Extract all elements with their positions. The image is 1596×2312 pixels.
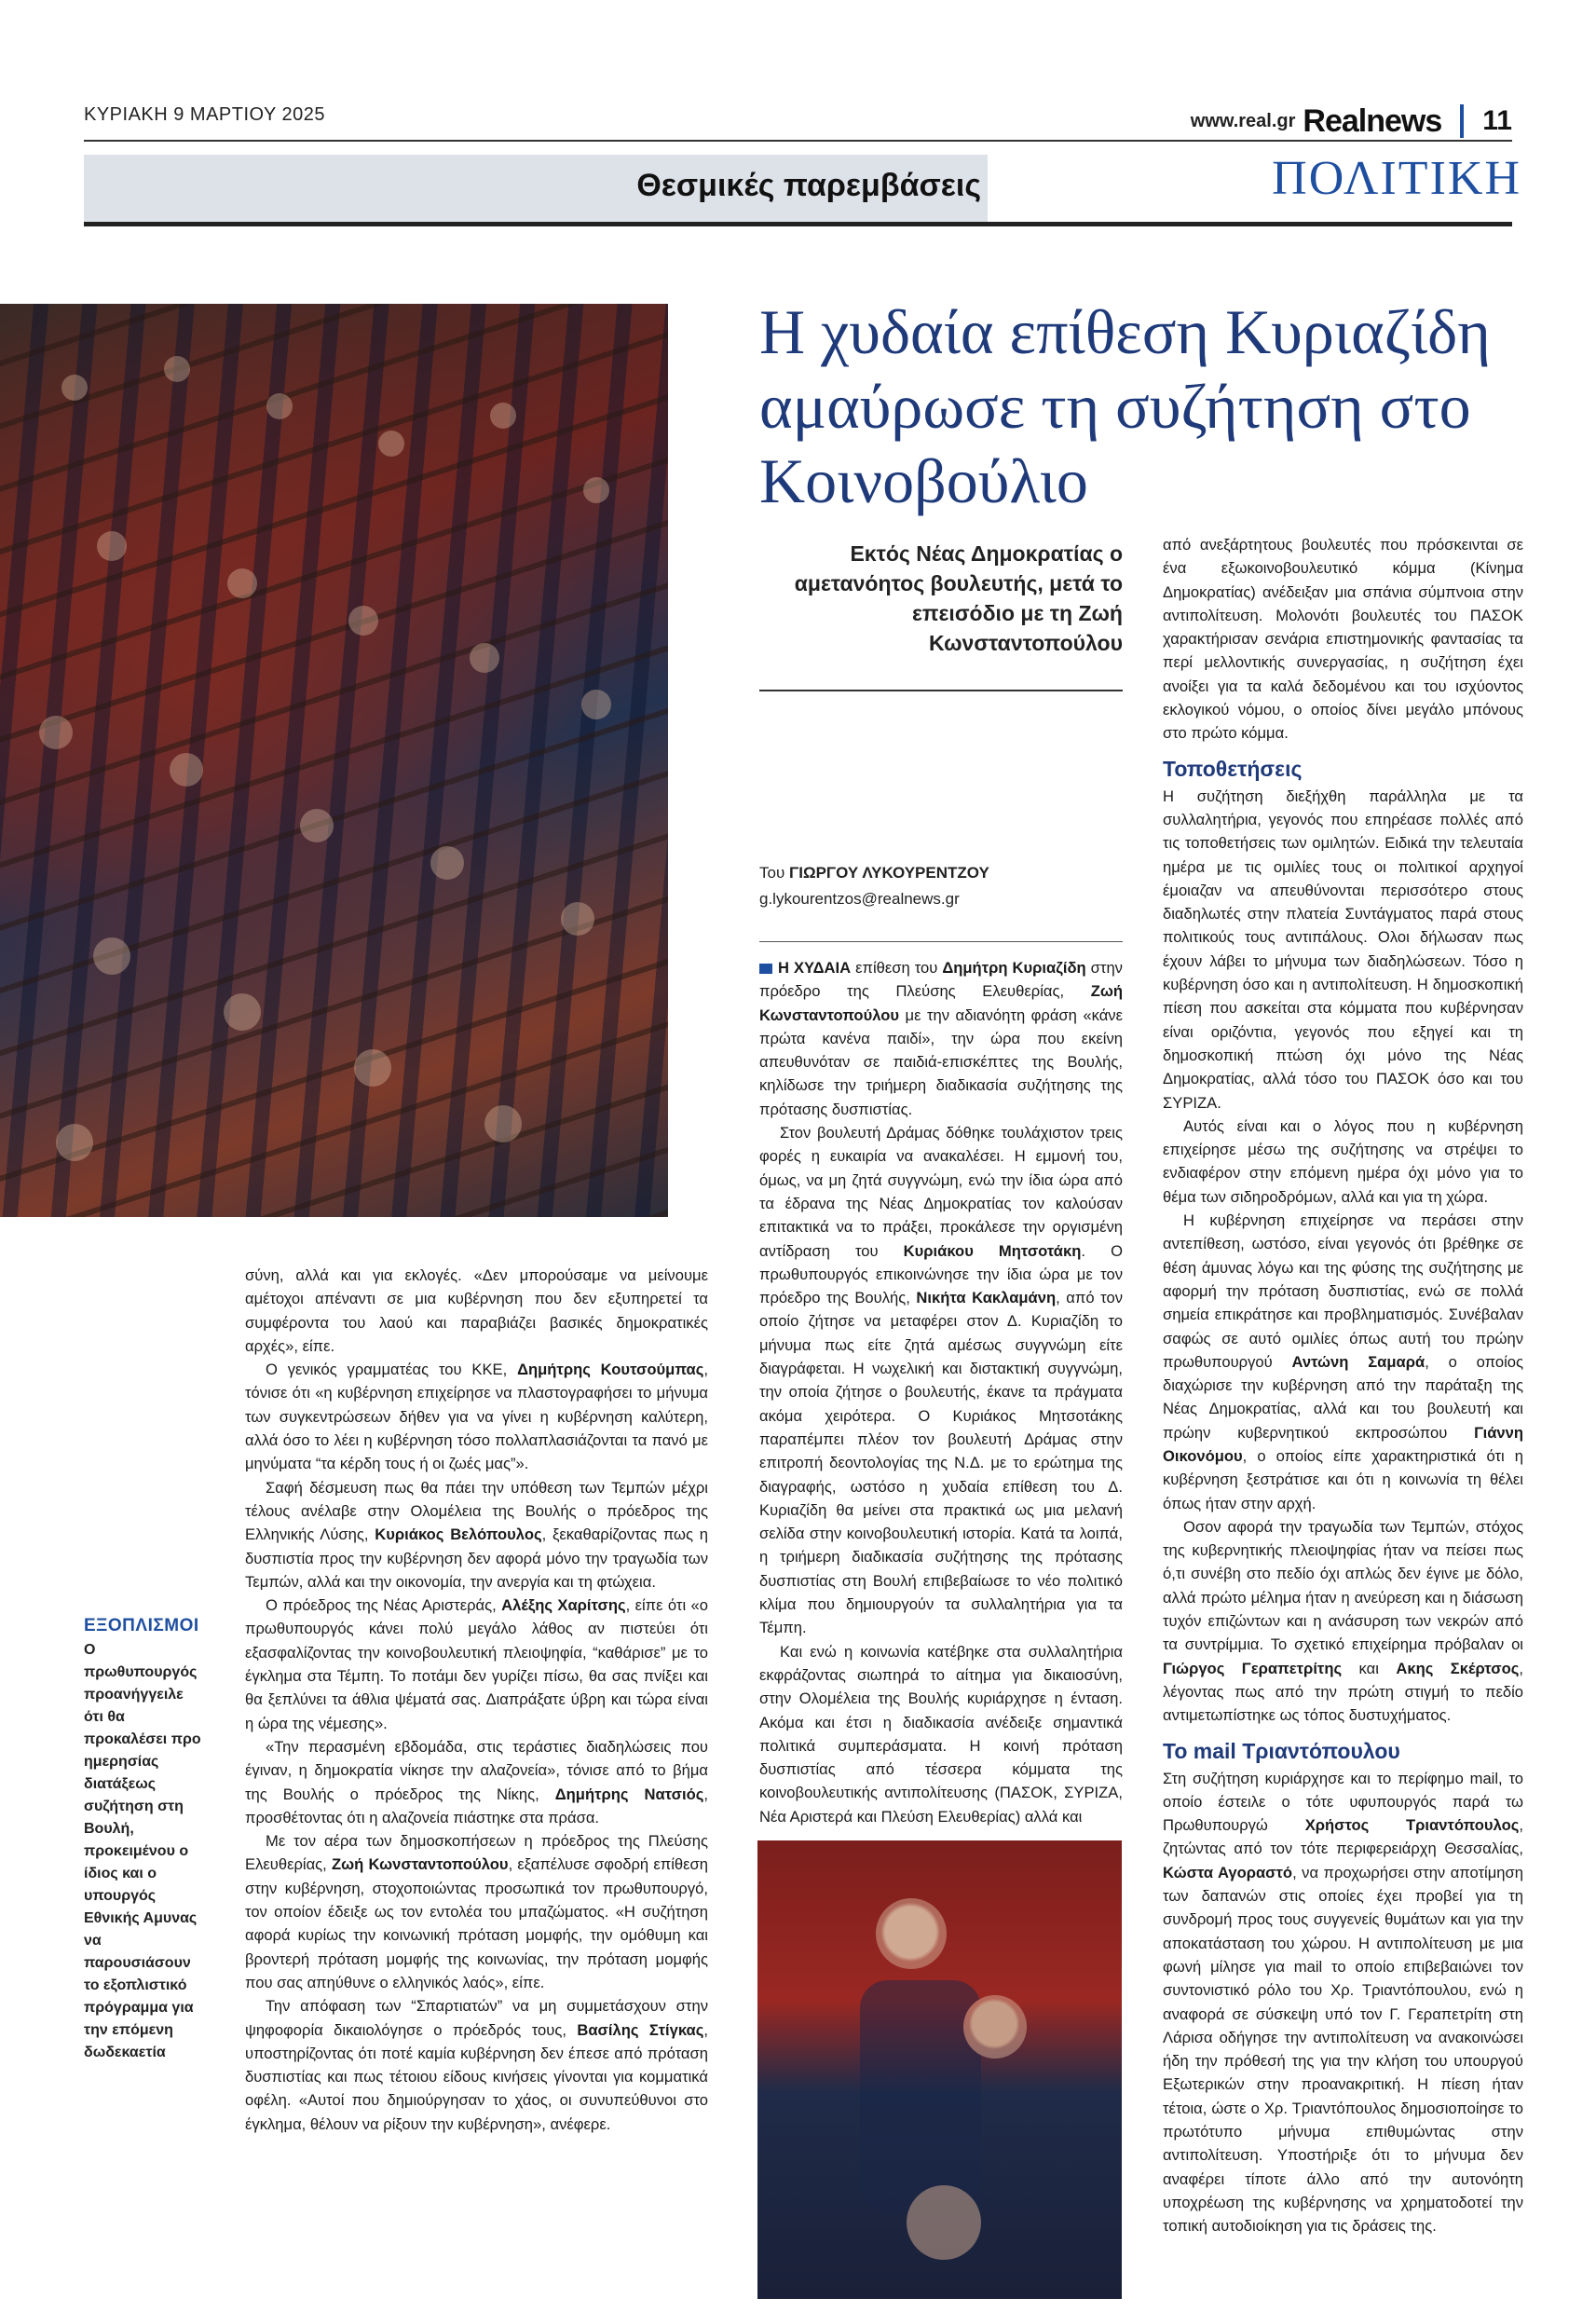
paragraph: Στη συζήτηση κυριάρχησε και το περίφημο mail, το οποίο έστειλε ο τότε υφυπουργός παρά τω Πρωθυπουργώ Χρήστος Τριαντόπουλος, ζητώντας από τον τότε περιφερειάρχη Θεσσαλίας, Κώστα Αγοραστό, να προχωρήσει στην αποτίμηση των δαπανών στις οποίες έχει προβεί για τη συνδρομή προς τους συγγενείς θυμάτων και για την αποκατάσταση του χώρου. Η αντιπολίτευση με μια φωνή μίλησε για mail το οποίο επιβεβαιώνει τον συντονιστικό ρόλο του Χρ. Τριαντόπουλου, ενώ η αναφορά σε σύσκεψη υπό τον Γ. Γεραπετρίτη στη Λάρισα οδήγησε την αντιπολίτευση να ανακοινώσει ήδη την πρόθεσή της για την κλήση του υπουργού Εξωτερικών στην προανακριτική. Η πίεση ήταν τέτοια, ώστε ο Χρ. Τριαντόπουλος δημοσιοποίησε το πρωτότυπο μήνυμα επιθυμώντας στην αντιπολίτευση. Υποστήριξε ότι το μήνυμα δεν αναφέρει τίποτε άλλο από την αυτονόητη υποχρέωση της κυβέρνησης να χρηματοδοτεί την τοπική αυτοδιοίκηση για τις δράσεις της. [1163, 1769, 1524, 2236]
site-url[interactable]: www.real.gr [1190, 110, 1296, 131]
section-tag: ΠΟΛΙΤΙΚΗ [1272, 152, 1521, 205]
parliament-photo-icon [0, 304, 668, 1217]
paragraph: σύνη, αλλά και για εκλογές. «Δεν μπορούσαμε να μείνουμε αμέτοχοι απέναντι σε μια κυβέρνηση που δεν εξυπηρετεί τα συμφέροντα του λαού και παραβιάζει βασικές δημοκρατικές αρχές», είπε. [245, 1266, 708, 1355]
subhead-rule [759, 690, 1123, 691]
author-email[interactable]: g.lykourentzos@realnews.gr [759, 890, 960, 908]
paragraph: Με τον αέρα των δημοσκοπήσεων η πρόεδρος της Πλεύσης Ελευθερίας, Ζωή Κωνσταντοπούλου, εξαπέλυσε σφοδρή επίθεση στην κυβέρνηση, στοχοποιώντας προσωπικά τον πρωθυπουργό, τον οποίον έδειξε ως τον εντολέα του μπαζώματος. «Η συζήτηση αφορά κυρίως την κοινωνική πρόταση μομφής, την ομόθυμη και βροντερή πρόταση μομφής της κοινωνίας, την πρόταση μομφής που σας απηύθυνε ο ελληνικός λαός», είπε. [245, 1832, 709, 1991]
author-name: ΓΙΩΡΓΟΥ ΛΥΚΟΥΡΕΝΤΖΟΥ [789, 864, 989, 882]
article-column-1 [245, 1264, 708, 2136]
section-title: Θεσμικές παρεμβάσεις [636, 168, 981, 203]
paragraph: Στον βουλευτή Δράμας δόθηκε τουλάχιστον τρεις φορές η ευκαιρία να ανακαλέσει. Η εμμονή του, όμως, να μη ζητά συγγνώμη, ενώ την ίδια ώρα από τα έδρανα της Νέας Δημοκρατίας τον καλούσαν επιτακτικά να το πράξει, προκάλεσε την οργισμένη αντίδραση του Κυριάκου Μητσοτάκη. Ο πρωθυπουργός επικοινώνησε την ίδια ώρα με τον πρόεδρο της Βουλής, Νικήτα Κακλαμάνη, από τον οποίο ζήτησε να μεταφέρει στον Δ. Κυριαζίδη το μήνυμα πως είτε ζητά αμέσως συγγνώμη είτε διαγράφεται. Η νωχελική και διστακτική συγγνώμη, την οποία ζήτησε ο βουλευτής, έκανε τα πράγματα ακόμα χειρότερα. Ο Κυριάκος Μητσοτάκης παραπέμπει πλέον τον βουλευτή Δράμας στην επιτροπή δεοντολογίας της Ν.Δ. με το ερώτημα της διαγραφής, ωστόσο η χυδαία επίθεση του Δ. Κυριαζίδη θα μείνει στα πρακτικά ως μια μελανή σελίδα στην κοινοβουλευτική ιστορία. Κατά τα λοιπά, η τριήμερη διαδικασία συζήτησης της πρότασης δυσπιστίας στη Βουλή επιβεβαίωσε το νέο πολιτικό κλίμα που δημιουργούν τα συλλαλητήρια για τα Τέμπη. [759, 1124, 1123, 1637]
speaker-photo-icon [757, 1840, 1122, 2299]
lead-marker [759, 964, 772, 974]
byline-rule [759, 941, 1123, 942]
byline [759, 864, 989, 882]
paragraph: Ο πρόεδρος της Νέας Αριστεράς, Αλέξης Χαρίτσης, είπε ότι «ο πρωθυπουργός κάνει πολύ μεγάλο λάθος αν πιστεύει ότι εξασφαλίζοντας την κοινοβουλευτική πλειοψηφία, “καθάρισε” με το έγκλημα στα Τέμπη. Το ποτάμι δεν γυρίζει πίσω, θα σας πνίξει και θα ξεπλύνει τα άθλια ψέματά σας. Διαπράξατε ύβρη και τώρα είναι η ώρα της νέμεσης». [245, 1596, 708, 1732]
paragraph: Σαφή δέσμευση πως θα πάει την υπόθεση των Τεμπών μέχρι τέλους ανέλαβε στην Ολομέλεια της Βουλής ο πρόεδρος της Ελληνικής Λύσης, Κυριάκος Βελόπουλος, ξεκαθαρίζοντας πως η δυσπιστία προς την κυβέρνηση δεν αφορά μόνο την τραγωδία των Τεμπών, αλλά και την οικονομία, την ανεργία και τη φτώχεια. [245, 1478, 708, 1591]
page-number: 11 [1482, 105, 1512, 136]
article-subhead: Εκτός Νέας Δημοκρατίας ο αμετανόητος βουλευτής, μετά το επεισόδιο με τη Ζωή Κωνσταντοπούλου [794, 541, 1123, 655]
header-rule-bold [84, 222, 1512, 226]
speaker-photo [757, 1840, 1122, 2299]
brand-logo: Realnews [1303, 103, 1442, 139]
masthead-divider [1460, 104, 1464, 138]
lead-paragraph: Η ΧΥΔΑΙΑ επίθεση του Δημήτρη Κυριαζίδη στην πρόεδρο της Πλεύσης Ελευθερίας, Ζωή Κωνσταντοπούλου με την αδιανόητη φράση «κάνε πρώτα κανένα παιδί», την ώρα που εκείνη απευθυνόταν σε παιδιά-επισκέπτες της Βουλής, κηλίδωσε την τριήμερη διαδικασία συζήτησης της πρότασης δυσπιστίας. [759, 959, 1123, 1118]
masthead [1191, 101, 1512, 142]
paragraph: Η κυβέρνηση επιχείρησε να περάσει στην αντεπίθεση, ωστόσο, είναι γεγονός ότι βρέθηκε σε θέση άμυνας λόγω και της φύσης της συζήτησης με αφορμή την πρόταση δυσπιστίας, ενώ σε πολλά σημεία επικράτησε και προβληματισμός. Συνέβαλαν σαφώς σε αυτό ομιλίες όπως αυτή του πρώην πρωθυπουργού Αντώνη Σαμαρά, ο οποίος διαχώρισε την κυβέρνηση από την παράταξη της Νέας Δημοκρατίας, αλλά και του βουλευτή και πρώην κυβερνητικού εκπροσώπου Γιάννη Οικονόμου, ο οποίος είπε χαρακτηριστικά ότι η κυβέρνηση ξεστράτισε και ότι η κοινωνία τη θέλει όπως ήταν στην αρχή. [1163, 1211, 1523, 1512]
paragraph: Η συζήτηση διεξήχθη παράλληλα με τα συλλαλητήρια, γεγονός που επηρέασε πολλές από τις τοποθετήσεις των ομιλητών. Ειδικά την τελευταία ημέρα με τις ομιλίες τους οι πολιτικοί αρχηγοί έμοιαζαν να απευθύνονται περισσότερο στους διαδηλωτές στην πλατεία Συντάγματος παρά στους πολιτικούς τους αντιπάλους. Ολοι δήλωσαν πως έχουν λάβει το μήνυμα των διαδηλώσεων. Τόσο η κυβέρνηση όσο και η αντιπολίτευση. Η δημοσκοπική πίεση που ασκείται στα κόμματα που κυβέρνησαν είναι οριζόντια, γεγονός που εξηγεί και τη δημοσκοπική πτώση όχι μόνο της Νέας Δημοκρατίας, αλλά τόσο του ΠΑΣΟΚ όσο και του ΣΥΡΙΖΑ. [1163, 787, 1523, 1112]
paragraph: Και ενώ η κοινωνία κατέβηκε στα συλλαλητήρια εκφράζοντας σιωπηρά το αίτημα για δικαιοσύνη, στην Ολομέλεια της Βουλής κυριάρχησε η ένταση. Ακόμα και έτσι η διαδικασία ανέδειξε σημαντικά πολιτικά συμπεράσματα. Η κοινή πρόταση δυσπιστίας από τέσσερα κόμματα της κοινοβουλευτικής αντιπολίτευσης (ΠΑΣΟΚ, ΣΥΡΙΖΑ, Νέα Αριστερά και Πλεύση Ελευθερίας) αλλά και [759, 1642, 1123, 1826]
paragraph: από ανεξάρτητους βουλευτές που πρόσκεινται σε ένα εξωκοινοβουλευτικό κόμμα (Κίνημα Δημοκρατίας) ανέδειξαν μια σπάνια σύμπνοια στην αντιπολίτευση. Μολονότι βουλευτές του ΠΑΣΟΚ χαρακτήρισαν σενάρια επιστημονικής φαντασίας τα περί μελλοντικής συνεργασίας, η συζήτηση έχει ανοίξει για τα καλά δεδομένου και του ισχύοντος εκλογικού νόμου, ο οποίος δίνει μεγάλο μπόνους στο πρώτο κόμμα. [1163, 536, 1523, 743]
paragraph: Οσον αφορά την τραγωδία των Τεμπών, στόχος της κυβερνητικής πλειοψηφίας ήταν να πείσει πως ό,τι συνέβη στο πεδίο όχι απλώς δεν έγινε με δόλο, αλλά πρώτο μέλημα ήταν η ανεύρεση και η διάσωση τυχόν επιζώντων και η ανάσυρση των νεκρών από τα συντρίμμια. Το σχετικό επιχείρημα πρόβαλαν οι Γιώργος Γεραπετρίτης και Ακης Σκέρτσος, λέγοντας πως από την πρώτη στιγμή το πεδίο αντιμετωπίστηκε ως τόπος δυστυχήματος. [1163, 1517, 1523, 1725]
paragraph: «Την περασμένη εβδομάδα, στις τεράστιες διαδηλώσεις που έγιναν, η δημοκρατία νίκησε την αλαζονεία», τόνισε από το βήμα της Βουλής ο πρόεδρος της Νίκης, Δημήτρης Νατσιός, προσθέτοντας ότι η αλαζονεία πιάστηκε στα πράσα. [245, 1737, 708, 1826]
subheading-mail: Το mail Τριαντόπουλου [1163, 1738, 1400, 1763]
header-rule [84, 140, 1512, 142]
parliament-photo [0, 304, 668, 1217]
sidebar-text: Ο πρωθυπουργός προανήγγειλε ότι θα προκαλέσει προ ημερησίας διατάξεως συζήτηση στη Βουλή, προκειμένου ο ίδιος και ο υπουργός Εθνικής Αμυνας να παρουσιάσουν το εξοπλιστικό πρόγραμμα για την επόμενη δωδεκαετία [84, 1642, 201, 2060]
paragraph: Την απόφαση των “Σπαρτιατών” να μη συμμετάσχουν στην ψηφοφορία δικαιολόγησε ο πρόεδρός τους, Βασίλης Στίγκας, υποστηρίζοντας ότι ποτέ καμία κυβέρνηση δεν έπεσε από πρόταση δυσπιστίας και πως τέτοιου είδους κινήσεις γίνονται για κομματικά οφέλη. «Αυτοί που δημιούργησαν το χάος, οι συνυπεύθυνοι στο έγκλημα, θέλουν να ρίξουν την κυβέρνηση», ανέφερε. [245, 1997, 708, 2133]
byline-prefix: Του [759, 864, 785, 882]
sidebar-title: ΕΞΟΠΛΙΣΜΟΙ [84, 1616, 199, 1635]
paragraph: Αυτός είναι και ο λόγος που η κυβέρνηση επιχείρησε μέσω της συζήτησης να στρέψει το ενδιαφέρον στην επόμενη ημέρα όχι μόνο για το θέμα των σιδηροδρόμων, αλλά και για τη χώρα. [1163, 1116, 1523, 1206]
article-headline: Η χυδαία επίθεση Κυριαζίδη αμαύρωσε τη συζήτηση στο Κοινοβούλιο [759, 296, 1491, 516]
issue-date: ΚΥΡΙΑΚΗ 9 ΜΑΡΤΙΟΥ 2025 [84, 104, 325, 125]
subheading-positions: Τοποθετήσεις [1163, 756, 1303, 781]
sidebar-box [84, 1615, 205, 2064]
article-column-3 [1163, 533, 1523, 2237]
paragraph: Ο γενικός γραμματέας του ΚΚΕ, Δημήτρης Κουτσούμπας, τόνισε ότι «η κυβέρνηση επιχείρησε να πλαστογραφήσει το μήνυμα των συγκεντρώσεων δήθεν για να γίνει η κυβέρνηση καλύτερη, αλλά όσο το λέει η κυβέρνηση τόσο πολλαπλασιάζονται τα πανό με μηνύματα “τα κέρδη τους ή οι ζωές μας”». [245, 1361, 709, 1473]
article-column-2 [759, 956, 1123, 1828]
